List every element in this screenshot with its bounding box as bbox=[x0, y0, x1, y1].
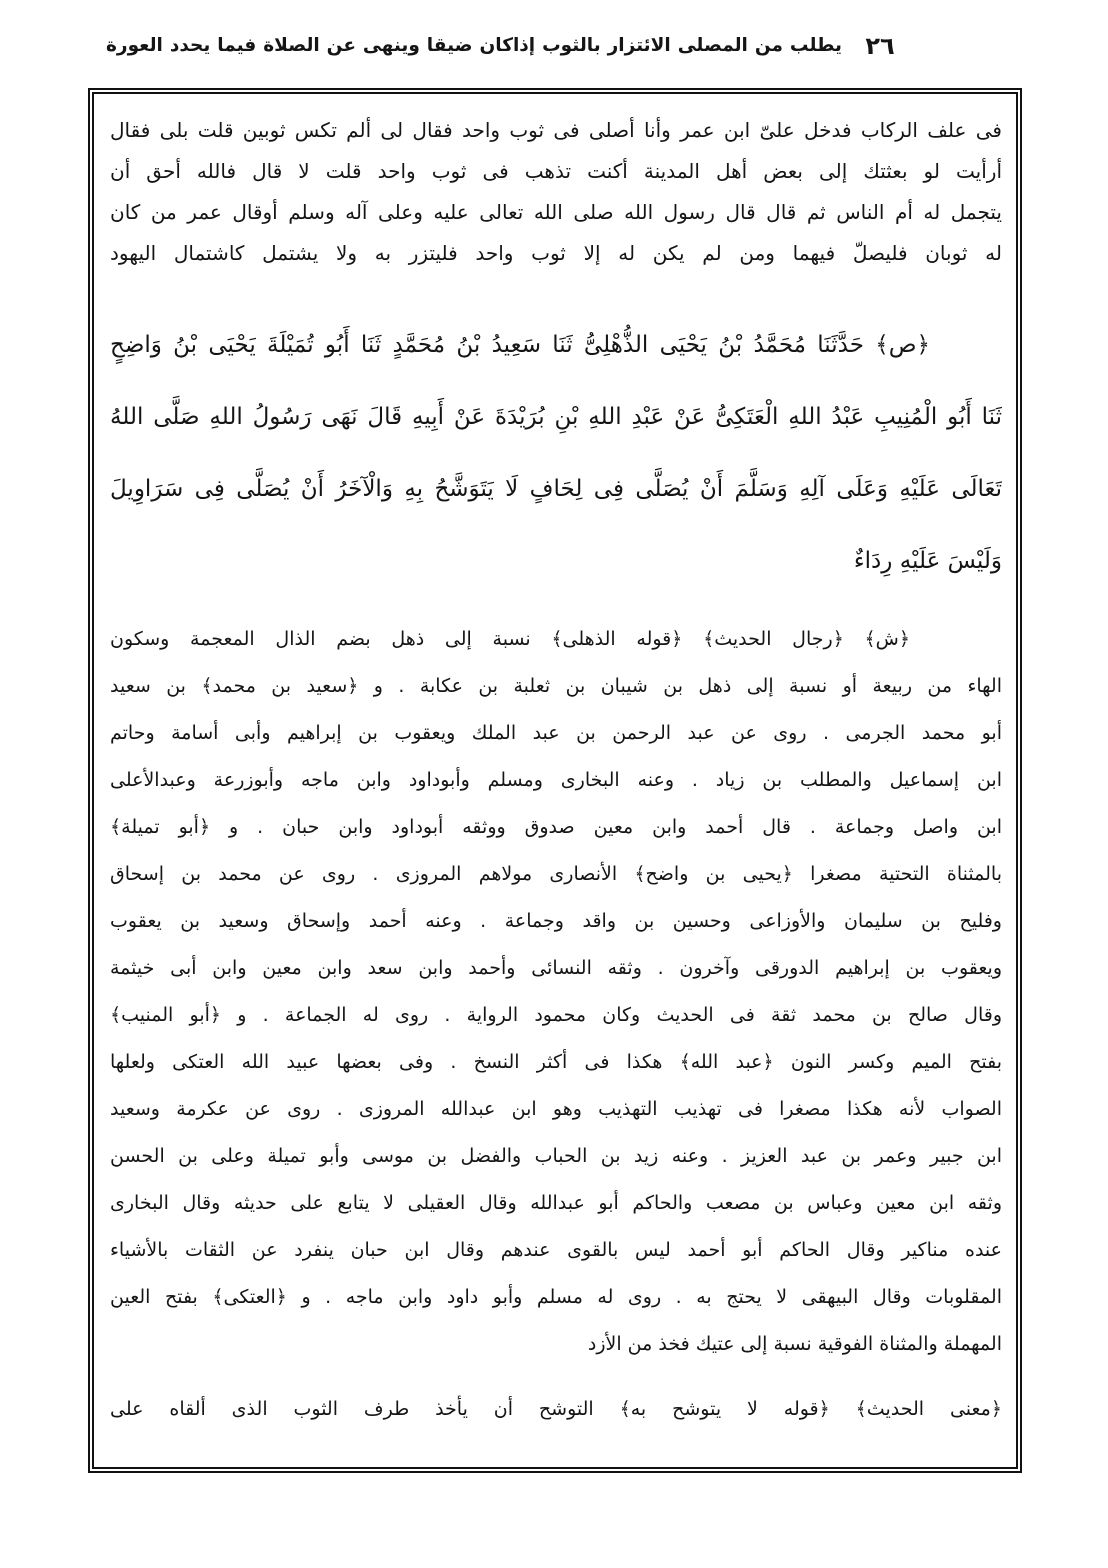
text-line: الصواب لأنه هكذا مصغرا فى تهذيب التهذيب وهو ابن عبدالله المروزى . روى عن عكرمة وسعيد bbox=[110, 1098, 1002, 1120]
intro-paragraph bbox=[110, 110, 1002, 274]
text-line: ﴿معنى الحديث﴾ ﴿قوله لا يتوشح به﴾ التوشح أن يأخذ طرف الثوب الذى ألقاه على bbox=[110, 1398, 1002, 1420]
running-title: يطلب من المصلى الائتزار بالثوب إذاكان ضيقا وينهى عن الصلاة فيما يحدد العورة bbox=[106, 35, 842, 56]
text-line: ﴿ص﴾ حَدَّثَنَا مُحَمَّدُ بْنُ يَحْيَى الذُّهْلِىُّ ثَنَا سَعِيدُ بْنُ مُحَمَّدٍ ثَنَا أَبُو تُمَيْلَةَ يَحْيَى بْنُ وَاضِحٍ bbox=[110, 332, 930, 358]
text-line: وَلَيْسَ عَلَيْهِ رِدَاءٌ bbox=[853, 548, 1002, 574]
hadith-text bbox=[110, 309, 1002, 597]
text-line: وثقه ابن معين وعباس بن مصعب والحاكم أبو عبدالله وقال العقيلى لا يتابع على حديثه وقال البخارى bbox=[110, 1192, 1002, 1214]
text-line: ويعقوب بن إبراهيم الدورقى وآخرون . وثقه النسائى وأحمد وابن سعد وابن معين وابن أبى خيثمة bbox=[110, 957, 1002, 979]
text-line: المقلوبات وقال البيهقى لا يحتج به . روى له مسلم وأبو داود وابن ماجه . و ﴿العتكى﴾ بفتح العين bbox=[110, 1286, 1002, 1308]
text-line: ﴿ش﴾ ﴿رجال الحديث﴾ ﴿قوله الذهلى﴾ نسبة إلى ذهل بضم الذال المعجمة وسكون bbox=[110, 628, 910, 650]
text-line: ثَنَا أَبُو الْمُنِيبِ عَبْدُ اللهِ الْعَتَكِىُّ عَنْ عَبْدِ اللهِ بْنِ بُرَيْدَةَ عَنْ أَبِيهِ قَالَ نَهَى رَسُولُ اللهِ صَلَّى اللهُ bbox=[110, 404, 1002, 430]
text-line: بالمثناة التحتية مصغرا ﴿يحيى بن واضح﴾ الأنصارى مولاهم المروزى . روى عن محمد بن إسحاق bbox=[110, 863, 1002, 885]
commentary-paragraph bbox=[110, 616, 1002, 1368]
text-line: يتجمل له أم الناس ثم قال قال رسول الله صلى الله تعالى عليه وعلى آله وسلم أوقال عمر من كان bbox=[110, 200, 1002, 224]
text-line: أرأيت لو بعثتك إلى بعض أهل المدينة أكنت تذهب فى ثوب واحد قلت لا قال فالله أحق أن bbox=[110, 159, 1002, 183]
text-line: ابن واصل وجماعة . قال أحمد وابن معين صدوق ووثقه أبوداود وابن حبان . و ﴿أبو تميلة﴾ bbox=[110, 816, 1002, 838]
text-line: بفتح الميم وكسر النون ﴿عبد الله﴾ هكذا فى أكثر النسخ . وفى بعضها عبيد الله العتكى ولعلها bbox=[110, 1051, 1002, 1073]
text-line: له ثوبان فليصلّ فيهما ومن لم يكن له إلا ثوب واحد فليتزر به ولا يشتمل كاشتمال اليهود bbox=[110, 241, 1002, 265]
text-line: ابن جبير وعمر بن عبد العزيز . وعنه زيد بن الحباب والفضل بن موسى وأبو تميلة وعلى بن الحسن bbox=[110, 1145, 1002, 1167]
text-line: عنده مناكير وقال الحاكم أبو أحمد ليس بالقوى عندهم وقال ابن حبان ينفرد عن الثقات بالأشياء bbox=[110, 1239, 1002, 1261]
text-line: الهاء من ربيعة أو نسبة إلى ذهل بن شيبان بن ثعلبة بن عكابة . و ﴿سعيد بن محمد﴾ بن سعيد bbox=[110, 675, 1002, 697]
page-number: ٢٦ bbox=[865, 32, 895, 60]
text-line: وفليح بن سليمان والأوزاعى وحسين بن واقد وجماعة . وعنه أحمد وإسحاق وسعيد بن يعقوب bbox=[110, 910, 1002, 932]
text-line: ابن إسماعيل والمطلب بن زياد . وعنه البخارى ومسلم وأبوداود وابن ماجه وأبوزرعة وعبدالأعلى bbox=[110, 769, 1002, 791]
text-line: تَعَالَى عَلَيْهِ وَعَلَى آلِهِ وَسَلَّمَ أَنْ يُصَلَّى فِى لِحَافٍ لَا يَتَوَشَّحُ بِهِ وَالْآخَرُ أَنْ يُصَلَّى فِى سَرَاوِيلَ bbox=[110, 476, 1002, 502]
text-frame bbox=[88, 88, 1022, 1473]
text-line: أبو محمد الجرمى . روى عن عبد الرحمن بن عبد الملك ويعقوب بن إبراهيم وأبى أسامة وحاتم bbox=[110, 722, 1002, 744]
text-line: وقال صالح بن محمد ثقة فى الحديث وكان محمود الرواية . روى له الجماعة . و ﴿أبو المنيب﴾ bbox=[110, 1004, 1002, 1026]
running-header bbox=[106, 26, 910, 66]
text-line: فى علف الركاب فدخل علىّ ابن عمر وأنا أصلى فى ثوب واحد فقال لى ألم تكس ثوبين قلت بلى فقال bbox=[110, 118, 1002, 142]
meaning-paragraph bbox=[110, 1386, 1002, 1433]
text-line: المهملة والمثناة الفوقية نسبة إلى عتيك فخذ من الأزد bbox=[587, 1333, 1002, 1355]
